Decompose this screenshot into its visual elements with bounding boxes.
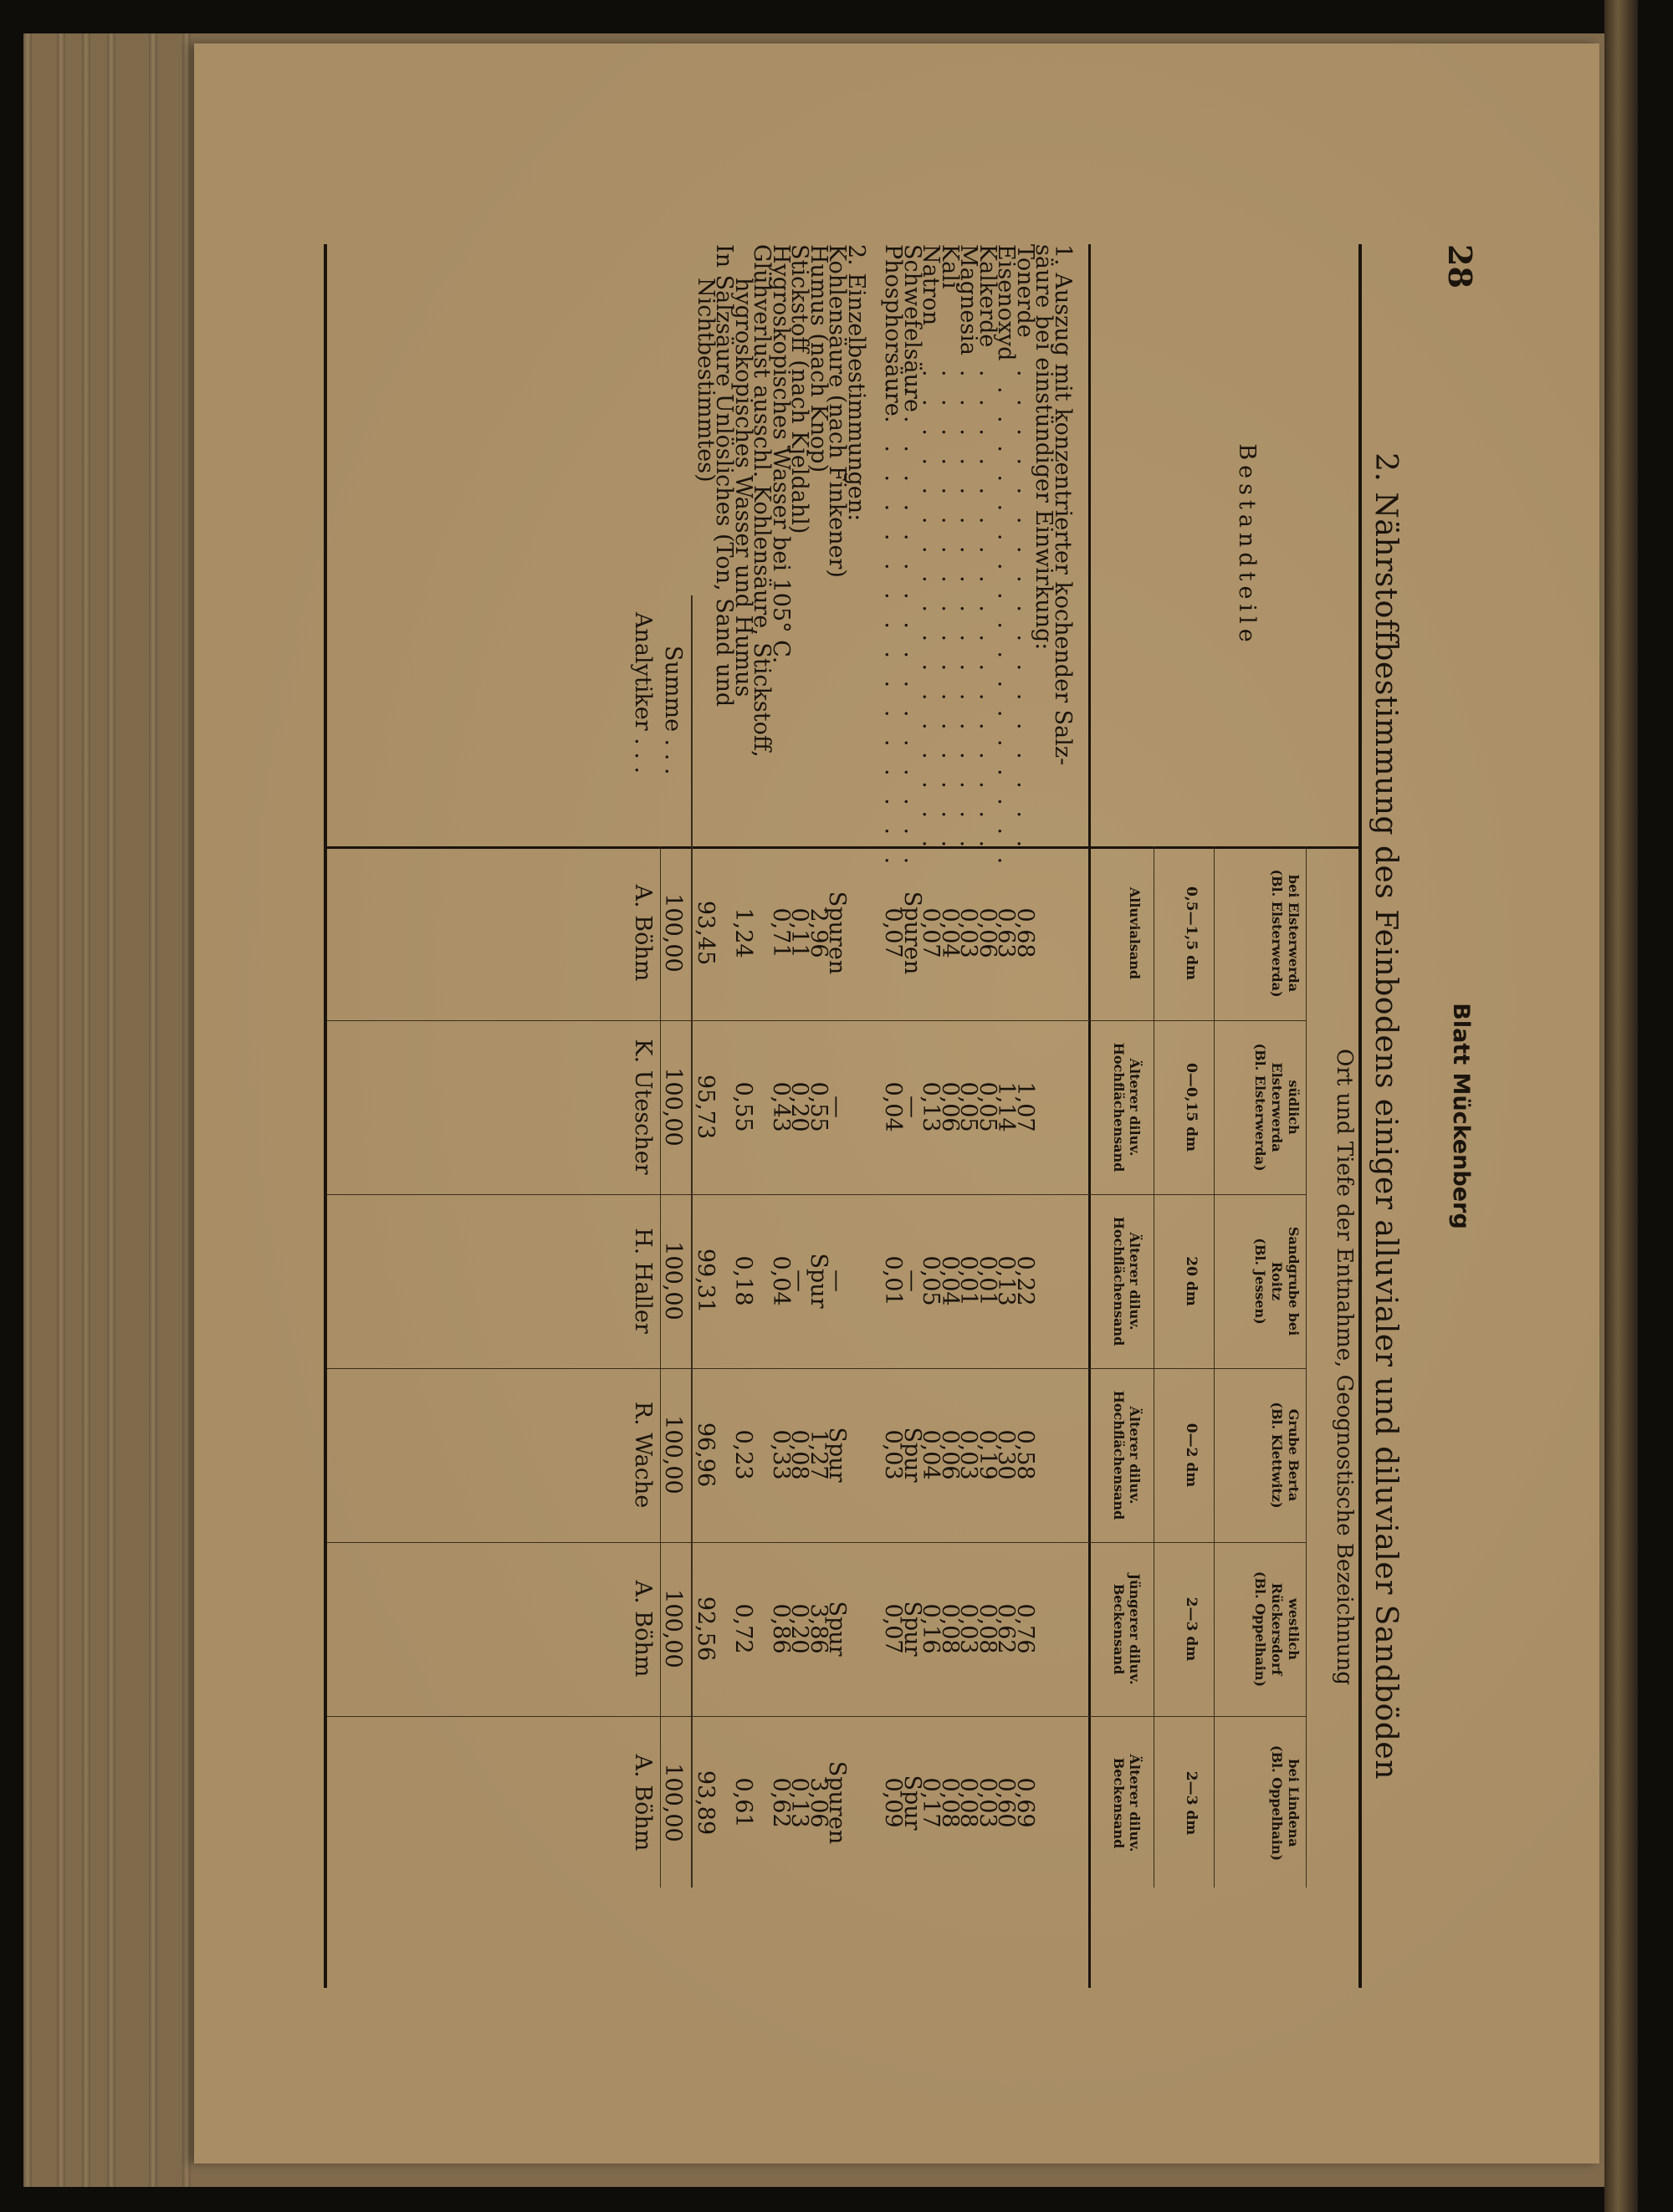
row-label: Magnesia <box>955 244 982 355</box>
table-cell: 0,22 <box>1012 1255 1038 1306</box>
table-cell: 0,58 <box>1012 1429 1038 1480</box>
table-cell: 0,60 <box>993 1777 1020 1828</box>
column-geology <box>1111 1194 1143 1368</box>
column-rule <box>327 1716 1307 1717</box>
row-label: Humus (nach Knop) <box>806 244 831 473</box>
table-cell: 0,08 <box>786 1429 813 1480</box>
table-cell: 99,31 <box>693 1248 719 1314</box>
row-label-continuation: hygroskopisches Wasser und Humus <box>730 278 756 697</box>
table-cell-analyst: A. Böhm <box>630 1754 656 1852</box>
column-geology-line: Älterer diluv. <box>1127 1232 1143 1331</box>
table-cell: 0,20 <box>786 1081 813 1132</box>
table-cell: — <box>899 1269 925 1292</box>
column-depth: 2—3 dm <box>1183 1770 1200 1836</box>
column-depth: 0—0,15 dm <box>1183 1062 1200 1152</box>
running-head: Blatt Mückenberg <box>1448 1003 1474 1229</box>
table-cell: — <box>824 1096 851 1118</box>
table-cell: 0,05 <box>918 1255 944 1306</box>
table-cell-analyst: H. Haller <box>630 1228 656 1334</box>
table-cell: 0,06 <box>937 1081 963 1132</box>
table-cell: 0,01 <box>975 1255 1000 1306</box>
row-header-separator <box>327 846 1362 849</box>
column-location-line: westlich <box>1286 1598 1302 1660</box>
table-cell: 0,03 <box>975 1777 1000 1828</box>
column-geology <box>1111 1368 1143 1542</box>
table-cell: 0,01 <box>880 1255 907 1306</box>
rotated-page-content <box>294 244 1482 1988</box>
column-depth: 0—2 dm <box>1183 1423 1200 1488</box>
table-cell: 0,05 <box>975 1081 1000 1132</box>
row-label: In Salzsäure Unlösliches (Ton, Sand und <box>711 244 738 708</box>
table-cell: 0,08 <box>975 1603 1000 1654</box>
table-cell: 0,08 <box>955 1777 982 1828</box>
table-cell: 0,23 <box>730 1429 756 1480</box>
table-cell: Spur <box>806 1253 831 1309</box>
column-group-heading: Ort und Tiefe der Entnahme, Geognostische Bezeichnung <box>1332 1049 1357 1685</box>
rule-bottom <box>324 244 327 1988</box>
column-location-line: (Bl. Jessen) <box>1252 1238 1268 1325</box>
column-location <box>1222 1542 1302 1716</box>
column-location-line: (Bl. Elsterwerda) <box>1269 869 1285 998</box>
table-cell: 0,04 <box>937 907 963 958</box>
table-cell-analyst: A. Böhm <box>630 884 656 982</box>
table-cell-analyst: A. Böhm <box>630 1580 656 1678</box>
leader-dots: . . . . . . . . . . . . . . . . . <box>918 370 944 856</box>
table-cell-sum: 100,00 <box>660 1415 687 1494</box>
column-location-line: (Bl. Klettwitz) <box>1269 1402 1285 1509</box>
column-geology-line: Älterer diluv. <box>1127 1754 1143 1852</box>
book-gutter <box>1604 0 1638 2212</box>
location-rule <box>1214 846 1215 1888</box>
column-geology-line: Alluvialsand <box>1127 886 1143 980</box>
table-cell: 0,08 <box>937 1777 963 1828</box>
column-depth: 20 dm <box>1183 1256 1200 1306</box>
column-geology <box>1127 846 1143 1020</box>
table-cell: 93,89 <box>693 1770 719 1836</box>
page-header <box>1432 244 1482 1988</box>
table-cell: Spuren <box>899 891 925 975</box>
column-location-line: Rückersdorf <box>1269 1582 1285 1676</box>
column-geology-line: Beckensand <box>1111 1583 1127 1675</box>
table-cell: 0,76 <box>1012 1603 1038 1654</box>
table-cell: 0,18 <box>730 1255 756 1306</box>
table-cell: 0,05 <box>955 1081 982 1132</box>
column-location <box>1222 1368 1302 1542</box>
table-cell: 0,17 <box>918 1777 944 1828</box>
table-cell-sum: 100,00 <box>660 1067 687 1147</box>
table-cell: 0,43 <box>768 1081 794 1132</box>
column-rule <box>327 1368 1307 1369</box>
table-cell: — <box>899 1096 925 1118</box>
column-geology-line: Jüngerer diluv. <box>1127 1573 1143 1685</box>
row-header-label: Bestandteile <box>1234 443 1260 647</box>
table-cell: 0,71 <box>768 907 794 958</box>
table-cell: 0,72 <box>730 1603 756 1654</box>
table-cell: 0,07 <box>918 907 944 958</box>
table-cell: 3,86 <box>806 1603 831 1654</box>
table-cell: 2,96 <box>806 907 831 958</box>
column-location-line: (Bl. Oppelhain) <box>1252 1571 1268 1688</box>
row-label: Stickstoff (nach Kjeldahl) <box>786 244 813 534</box>
table-cell: 0,09 <box>880 1777 907 1828</box>
row-label: Kohlensäure (nach Finkener) <box>824 244 851 578</box>
leader-dots: . . . . . . . . . . . . . . . . . <box>1012 370 1038 856</box>
table-cell: Spur <box>824 1427 851 1483</box>
table-title: 2. Nährstoffbestimmung des Feinbodens einiger alluvialer und diluvialer Sandböden <box>1369 452 1403 1780</box>
table-cell: 0,04 <box>768 1255 794 1306</box>
table-cell: 0,04 <box>918 1429 944 1480</box>
table-cell: 0,04 <box>880 1081 907 1132</box>
table-cell: 0,07 <box>880 1603 907 1654</box>
table-cell: 1,24 <box>730 907 756 958</box>
table-cell: 1,14 <box>993 1081 1020 1132</box>
table-cell-sum: 100,00 <box>660 893 687 973</box>
column-group-rule <box>1306 846 1307 1888</box>
row-label: Glühverlust ausschl. Kohlensäure, Stickstoff, <box>749 244 775 758</box>
table-cell: 95,73 <box>693 1074 719 1140</box>
column-location <box>1222 1194 1302 1368</box>
table-cell: 0,55 <box>730 1081 756 1132</box>
column-location-line: (Bl. Oppelhain) <box>1269 1745 1285 1862</box>
row-label: Phosphorsäure <box>880 244 907 416</box>
column-location-line: bei Elsterwerda <box>1286 874 1302 993</box>
section-heading: säure bei einstündiger Einwirkung: <box>1031 244 1057 651</box>
column-depth: 2—3 dm <box>1183 1596 1200 1662</box>
table-cell-sum: 100,00 <box>660 1589 687 1668</box>
table-cell: 0,01 <box>955 1255 982 1306</box>
column-geology-line: Älterer diluv. <box>1127 1406 1143 1504</box>
summe-label: Summe . . . <box>660 646 687 775</box>
leader-dots: . . . . . . . . . . . . . . . . . <box>880 386 907 872</box>
table-cell: 0,62 <box>768 1777 794 1828</box>
table-cell: 0,13 <box>993 1255 1020 1306</box>
row-label: Eisenoxyd <box>993 244 1020 361</box>
leader-dots: . . . . . . . . . . . . . . . . . <box>975 370 1000 856</box>
table-cell: 0,06 <box>937 1429 963 1480</box>
table-cell: 0,20 <box>786 1603 813 1654</box>
table-cell: — <box>786 1269 813 1292</box>
table-cell-sum: 100,00 <box>660 1241 687 1321</box>
table-cell: 0,62 <box>993 1603 1020 1654</box>
table-cell: Spur <box>899 1427 925 1483</box>
column-rule <box>327 1542 1307 1543</box>
table-cell: 0,03 <box>955 1429 982 1480</box>
column-geology-line: Älterer diluv. <box>1127 1058 1143 1157</box>
column-geology-line: Hochflächensand <box>1111 1216 1127 1346</box>
column-geology-line: Hochflächensand <box>1111 1390 1127 1520</box>
column-location-line: südlich <box>1286 1080 1302 1135</box>
column-depth: 0,5—1,5 dm <box>1183 886 1200 980</box>
table-cell: Spur <box>899 1601 925 1657</box>
table-cell: 0,61 <box>730 1777 756 1828</box>
analytiker-label: Analytiker . . . <box>630 612 656 774</box>
page-number: 28 <box>1441 244 1479 289</box>
column-location <box>1222 1716 1302 1890</box>
row-label: Tonerde <box>1012 244 1038 338</box>
table-cell: Spur <box>824 1601 851 1657</box>
rule-top <box>1358 244 1362 1988</box>
table-cell: 0,16 <box>918 1603 944 1654</box>
table-cell: 0,86 <box>768 1603 794 1654</box>
column-geology <box>1111 1542 1143 1716</box>
table-cell: 3,06 <box>806 1777 831 1828</box>
table-cell: 1,27 <box>806 1429 831 1480</box>
table-cell: 0,07 <box>880 907 907 958</box>
table-cell: Spur <box>899 1775 925 1831</box>
table-cell: 93,45 <box>693 900 719 966</box>
table-cell: 0,03 <box>955 907 982 958</box>
column-rule <box>327 1194 1307 1195</box>
analyst-rule <box>660 846 661 1888</box>
table-cell: 0,55 <box>806 1081 831 1132</box>
column-geology <box>1111 1020 1143 1194</box>
table-cell: 96,96 <box>693 1422 719 1488</box>
table-cell: 0,11 <box>786 907 813 958</box>
column-location-line: Grube Berta <box>1286 1408 1302 1502</box>
column-location-line: bei Lindena <box>1286 1759 1302 1847</box>
table-cell: 0,13 <box>786 1777 813 1828</box>
column-geology-line: Hochflächensand <box>1111 1042 1127 1172</box>
table-cell-analyst: K. Utescher <box>630 1039 656 1175</box>
leader-dots: . . . . . . . . . . . . . . . . . <box>955 370 982 856</box>
column-location <box>1222 1020 1302 1194</box>
row-label-continuation: Nichtbestimmtes) <box>693 278 719 483</box>
table-cell: Spuren <box>824 891 851 975</box>
table-cell: 0,33 <box>768 1429 794 1480</box>
column-location-line: (Bl. Elsterwerda) <box>1252 1043 1268 1172</box>
leader-dots: . . . . . . . . . . . . . . . . . <box>993 386 1020 872</box>
table-cell: 0,08 <box>937 1603 963 1654</box>
column-location-line: Sandgrube bei <box>1286 1226 1302 1336</box>
table-cell: 0,13 <box>918 1081 944 1132</box>
table-cell: 0,69 <box>1012 1777 1038 1828</box>
table-cell: 0,19 <box>975 1429 1000 1480</box>
section-heading: 1. Auszug mit konzentrierter kochender Salz- <box>1050 244 1076 766</box>
table-cell: Spuren <box>824 1760 851 1845</box>
table-cell: 92,56 <box>693 1596 719 1662</box>
leader-dots: . . . . . . . . . . . . . . . . . <box>937 370 963 856</box>
table-cell: 0,63 <box>993 907 1020 958</box>
table-cell: 0,03 <box>880 1429 907 1480</box>
column-location <box>1222 846 1302 1020</box>
leader-dots: . . . . . . . . . . . . . . . . . <box>899 386 925 872</box>
table-cell: 0,06 <box>975 907 1000 958</box>
column-rule <box>327 1020 1307 1021</box>
section-heading: 2. Einzelbestimmungen: <box>843 244 869 522</box>
table-cell-sum: 100,00 <box>660 1763 687 1842</box>
row-label: Kali <box>937 244 963 289</box>
row-label: Schwefelsäure <box>899 244 925 412</box>
table-cell: 0,04 <box>937 1255 963 1306</box>
sum-rule <box>692 595 693 1888</box>
table-cell: 0,30 <box>993 1429 1020 1480</box>
column-location-line: Roitz <box>1269 1261 1285 1301</box>
row-label: Hygroskopisches Wasser bei 105° C. <box>768 244 794 664</box>
column-geology <box>1111 1716 1143 1890</box>
column-location-line: Elsterwerda <box>1269 1062 1285 1152</box>
rule-header <box>1088 244 1091 1988</box>
table-cell: 0,03 <box>955 1603 982 1654</box>
table-cell: 1,07 <box>1012 1081 1038 1132</box>
row-label: Natron <box>918 244 944 326</box>
column-geology-line: Beckensand <box>1111 1757 1127 1849</box>
table-cell: — <box>824 1269 851 1292</box>
row-label: Kalkerde <box>975 244 1000 348</box>
table-cell-analyst: R. Wache <box>630 1401 656 1509</box>
table-cell: 0,68 <box>1012 907 1038 958</box>
